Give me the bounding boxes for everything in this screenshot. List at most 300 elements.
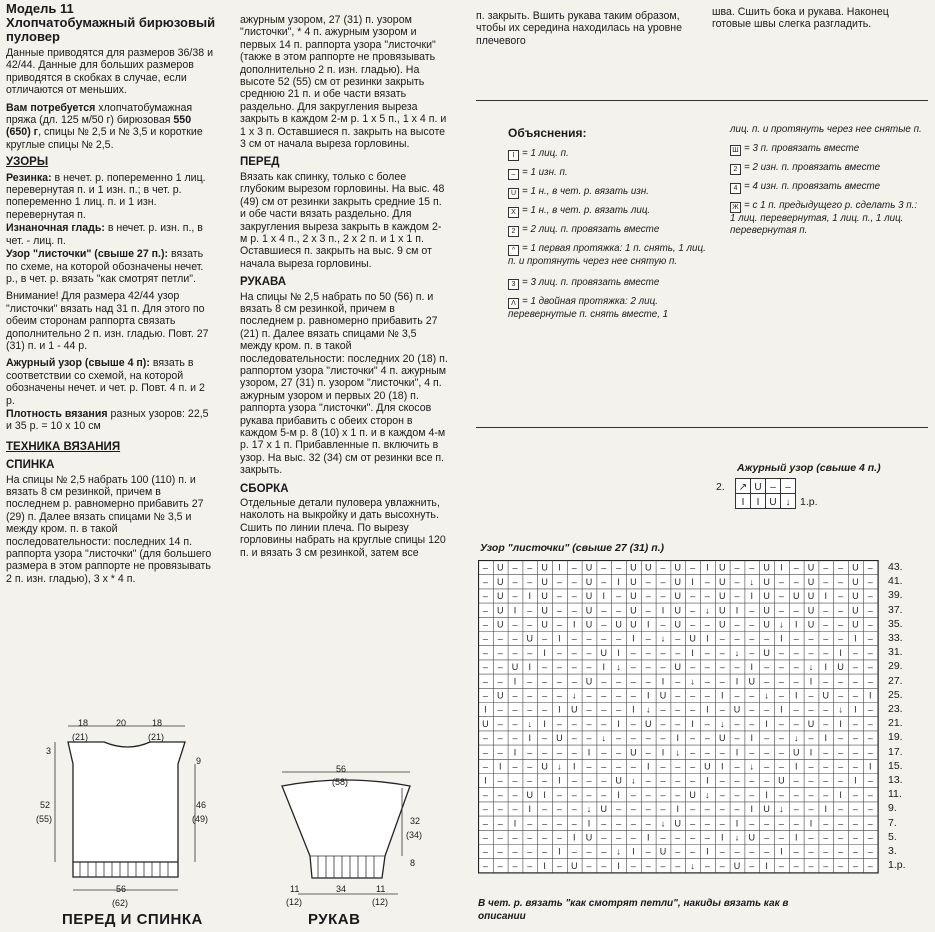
stitch-symbol: – bbox=[616, 704, 622, 715]
stitch-symbol: U bbox=[674, 576, 682, 587]
stitch-symbol: – bbox=[867, 832, 873, 843]
stitch-symbol: – bbox=[601, 633, 607, 644]
stitch-symbol: I bbox=[691, 647, 694, 658]
stitch-symbol: – bbox=[630, 818, 636, 829]
stitch-symbol: – bbox=[778, 676, 784, 687]
stitch-symbol: U bbox=[763, 591, 770, 602]
leaf-row-label: 23. bbox=[888, 703, 903, 715]
stitch-symbol: – bbox=[793, 718, 799, 729]
stitch-symbol: I bbox=[661, 676, 665, 687]
stitch-symbol: – bbox=[867, 576, 873, 587]
legend-entry: Х = 1 н., в чет. р. вязать лиц. bbox=[508, 205, 708, 218]
stitch-symbol: I bbox=[543, 789, 546, 800]
stitch-symbol: – bbox=[645, 860, 651, 871]
stitch-symbol: I bbox=[854, 704, 857, 715]
assembly-text-end: шва. Сшить бока и рукава. Наконец готовые швы слегка разгладить. bbox=[712, 6, 889, 31]
assembly-heading: СБОРКА bbox=[240, 482, 289, 495]
stitch-symbol: I bbox=[854, 633, 857, 644]
stitch-symbol: – bbox=[601, 775, 607, 786]
stitch-symbol: – bbox=[808, 846, 814, 857]
stitch-symbol: – bbox=[497, 633, 503, 644]
stitch-symbol: U bbox=[541, 761, 548, 772]
stitch-symbol: ↓ bbox=[690, 860, 695, 871]
stitch-symbol: – bbox=[690, 704, 696, 715]
stitch-symbol: – bbox=[601, 761, 607, 772]
stitch-symbol: U bbox=[496, 619, 504, 630]
stitch-symbol: I bbox=[706, 633, 709, 644]
stitch-symbol: U bbox=[585, 676, 593, 687]
stitch-symbol: – bbox=[527, 775, 533, 786]
sleeve-dim-bottom-left-alt: (12) bbox=[286, 897, 303, 907]
stitch-symbol: – bbox=[764, 733, 770, 744]
stitch-symbol: – bbox=[660, 591, 666, 602]
stitch-symbol: I bbox=[824, 804, 828, 815]
stitch-symbol: I bbox=[794, 690, 798, 701]
stitch-symbol: – bbox=[808, 647, 814, 658]
stitch-symbol: – bbox=[482, 804, 488, 815]
stitch-symbol: – bbox=[527, 846, 533, 857]
stitch-symbol: U bbox=[585, 576, 593, 587]
stitch-symbol: U bbox=[496, 576, 504, 587]
column-1 bbox=[6, 2, 216, 590]
stitch-symbol: I bbox=[543, 860, 546, 871]
legend-entry: 2 = 2 изн. п. провязать вместе bbox=[730, 162, 924, 175]
stitch-symbol: – bbox=[512, 804, 518, 815]
stitch-symbol: I bbox=[706, 775, 709, 786]
stitch-symbol: – bbox=[764, 633, 770, 644]
stitch-symbol: I bbox=[720, 832, 724, 843]
stitch-symbol: – bbox=[616, 591, 622, 602]
stitch-symbol: – bbox=[660, 647, 666, 658]
stitch-symbol: – bbox=[527, 818, 533, 829]
stitch-symbol: – bbox=[690, 562, 696, 573]
stitch-symbol: – bbox=[867, 775, 873, 786]
stitch-symbol: – bbox=[630, 647, 636, 658]
stitch-symbol: – bbox=[764, 662, 770, 673]
back-text-cont: ажурным узором, 27 (31) п. узором "листочки", * 4 п. ажурным узором и первых 14 п. раппорта узора "листочки" (также в этом раппорте не провязывать дополнительно 2 п. изн. гладью). На высоте 52 (55) см от резинки закрыть среднюю 21 п. и обе части вязать раздельно. Для закругления выреза закрыть в каждом 2-м р. 1 х 5 п., 1 х 4 п. и 1 х 3 п. Оставшиеся п. закрыть на высоте 3 см от начала выреза горловины. bbox=[240, 14, 447, 151]
stitch-symbol: – bbox=[793, 647, 799, 658]
legend-entry: лиц. п. и протянуть через нее снятые п. bbox=[730, 124, 922, 135]
stitch-symbol: – bbox=[630, 676, 636, 687]
stitch-symbol: – bbox=[660, 761, 666, 772]
stitch-symbol: – bbox=[778, 761, 784, 772]
stitch-symbol: – bbox=[749, 605, 755, 616]
materials: Вам потребуется хлопчатобумажная пряжа (дл. 125 м/50 г) бирюзовая 550 (650) г, спицы № 2,5 и № 3,5 и короткие круглые спицы № 2,5. bbox=[6, 101, 203, 151]
stitch-symbol: U bbox=[644, 562, 652, 573]
stitch-symbol: U bbox=[763, 576, 770, 587]
stitch-symbol: – bbox=[719, 676, 725, 687]
sleeve-dim-bottom-mid: 34 bbox=[336, 884, 347, 894]
stitch-symbol: I bbox=[587, 747, 591, 758]
stitch-symbol: I bbox=[706, 704, 709, 715]
stitch-symbol: U bbox=[541, 605, 548, 616]
stitch-symbol: – bbox=[482, 846, 488, 857]
stitch-symbol: – bbox=[586, 690, 592, 701]
stockinette-pattern: Изнаночная гладь: в нечет. р. изн. п., в чет. - лиц. п. bbox=[6, 222, 203, 247]
stitch-symbol: – bbox=[823, 633, 829, 644]
stitch-symbol: U bbox=[718, 591, 726, 602]
stitch-symbol: U bbox=[748, 832, 756, 843]
stitch-symbol: ↓ bbox=[675, 747, 681, 758]
stitch-symbol: U bbox=[526, 633, 534, 644]
stitch-symbol: – bbox=[778, 718, 784, 729]
stitch-symbol: – bbox=[630, 860, 636, 871]
stitch-symbol: – bbox=[660, 733, 666, 744]
stitch-symbol: I bbox=[617, 718, 620, 729]
body-dim-bottom-alt: (62) bbox=[112, 898, 129, 908]
stitch-symbol: I bbox=[602, 662, 606, 673]
column-3 bbox=[476, 10, 684, 52]
stitch-symbol: I bbox=[646, 761, 650, 772]
stitch-symbol: I bbox=[558, 775, 561, 786]
body-dim-right-alt: (49) bbox=[192, 814, 209, 824]
stitch-symbol: – bbox=[749, 818, 755, 829]
stitch-symbol: I bbox=[572, 761, 576, 772]
stitch-symbol: U bbox=[585, 619, 593, 630]
leaf-row-label: 5. bbox=[888, 830, 897, 843]
legend-entry: – = 1 изн. п. bbox=[508, 167, 708, 180]
stitch-symbol: U bbox=[763, 562, 770, 573]
stitch-symbol: – bbox=[542, 846, 548, 857]
stitch-symbol: U bbox=[674, 562, 682, 573]
body-dim-top-right-alt: (21) bbox=[148, 732, 165, 742]
stitch-symbol: – bbox=[630, 761, 636, 772]
svg-text:I: I bbox=[741, 497, 745, 508]
stitch-symbol: – bbox=[867, 619, 873, 630]
stitch-symbol: U bbox=[511, 662, 519, 673]
stitch-symbol: – bbox=[660, 718, 666, 729]
front-heading: ПЕРЕД bbox=[240, 156, 280, 169]
stitch-symbol: – bbox=[778, 591, 784, 602]
stitch-symbol: U bbox=[852, 562, 859, 573]
stitch-symbol: U bbox=[792, 591, 800, 602]
stitch-symbol: ↓ bbox=[764, 690, 769, 701]
stitch-symbol: U bbox=[718, 576, 726, 587]
legend-entry: Ж = с 1 п. предыдущего р. сделать 3 п.: 1 лиц. перевернутая, 1 лиц. п., 1 лиц. перевернутая п. bbox=[730, 200, 918, 236]
stitch-symbol: U bbox=[748, 676, 756, 687]
technique-heading: ТЕХНИКА ВЯЗАНИЯ bbox=[6, 440, 121, 453]
stitch-symbol: – bbox=[616, 633, 622, 644]
stitch-symbol: – bbox=[808, 633, 814, 644]
stitch-symbol: – bbox=[571, 747, 577, 758]
stitch-symbol: – bbox=[675, 647, 681, 658]
stitch-symbol: – bbox=[571, 775, 577, 786]
stitch-symbol: – bbox=[482, 818, 488, 829]
stitch-symbol: I bbox=[528, 662, 532, 673]
body-dim-left-alt: (55) bbox=[36, 814, 53, 824]
stitch-symbol: – bbox=[660, 789, 666, 800]
stitch-symbol: – bbox=[556, 576, 562, 587]
stitch-symbol: I bbox=[780, 846, 783, 857]
back-text: На спицы № 2,5 набрать 100 (110) п. и вязать 8 см резинкой, причем в последнем р. равномерно прибавить 27 (29) п. Далее вязать спицами № 3,5 и между кром. п. в такой последовательности: последних 14 п. раппорта узора "листочки" (для большего размера в этом раппорте не провязывать 2 п. изн. гладью), 3 х * 4 п. bbox=[6, 473, 212, 585]
stitch-symbol: – bbox=[778, 576, 784, 587]
stitch-symbol: U bbox=[541, 591, 548, 602]
stitch-symbol: – bbox=[556, 747, 562, 758]
stitch-symbol: – bbox=[690, 619, 696, 630]
leaf-chart-note: В чет. р. вязать "как смотрят петли", накиды вязать как в описании bbox=[478, 898, 789, 922]
stitch-symbol: – bbox=[823, 761, 829, 772]
stitch-symbol: – bbox=[852, 676, 858, 687]
stitch-symbol: – bbox=[823, 676, 829, 687]
stitch-symbol: U bbox=[852, 591, 859, 602]
stitch-symbol: – bbox=[719, 633, 725, 644]
stitch-symbol: – bbox=[586, 733, 592, 744]
stitch-symbol: – bbox=[808, 704, 814, 715]
stitch-symbol: – bbox=[660, 804, 666, 815]
stitch-symbol: I bbox=[646, 690, 650, 701]
stitch-symbol: – bbox=[586, 718, 592, 729]
stitch-symbol: I bbox=[558, 846, 561, 857]
legend-symbol-icon: Λ bbox=[508, 298, 519, 309]
stitch-symbol: – bbox=[497, 676, 503, 687]
stitch-symbol: – bbox=[512, 619, 518, 630]
stitch-symbol: – bbox=[749, 747, 755, 758]
stitch-symbol: I bbox=[646, 619, 650, 630]
stitch-symbol: – bbox=[838, 591, 844, 602]
stitch-symbol: – bbox=[704, 690, 710, 701]
stitch-symbol: – bbox=[482, 789, 488, 800]
stitch-symbol: – bbox=[778, 662, 784, 673]
stitch-symbol: U bbox=[837, 662, 844, 673]
stitch-symbol: I bbox=[691, 718, 694, 729]
stitch-symbol: – bbox=[556, 605, 562, 616]
stitch-symbol: U bbox=[585, 832, 593, 843]
stitch-symbol: – bbox=[556, 591, 562, 602]
stitch-symbol: – bbox=[660, 662, 666, 673]
stitch-symbol: – bbox=[808, 789, 814, 800]
stitch-symbol: I bbox=[868, 761, 872, 772]
stitch-symbol: – bbox=[497, 818, 503, 829]
stitch-symbol: – bbox=[527, 832, 533, 843]
stitch-symbol: I bbox=[780, 562, 783, 573]
stitch-symbol: I bbox=[809, 747, 813, 758]
stitch-symbol: – bbox=[778, 733, 784, 744]
sleeve-caption: РУКАВ bbox=[308, 911, 361, 928]
stitch-symbol: I bbox=[632, 704, 635, 715]
model-number: Модель 11 bbox=[6, 1, 74, 16]
stitch-symbol: – bbox=[571, 789, 577, 800]
stitch-symbol: I bbox=[706, 846, 709, 857]
stitch-symbol: – bbox=[616, 832, 622, 843]
stitch-symbol: – bbox=[601, 718, 607, 729]
stitch-symbol: – bbox=[482, 860, 488, 871]
stitch-symbol: – bbox=[704, 747, 710, 758]
lace-row-1: 1.р. bbox=[800, 496, 818, 508]
stitch-symbol: – bbox=[586, 761, 592, 772]
stitch-symbol: – bbox=[749, 718, 755, 729]
body-dim-bottom: 56 bbox=[116, 884, 127, 894]
stitch-symbol: – bbox=[482, 576, 488, 587]
stitch-symbol: – bbox=[793, 633, 799, 644]
stitch-symbol: – bbox=[512, 576, 518, 587]
legend-entry: Ш = 3 п. провязать вместе bbox=[730, 143, 924, 156]
legend-symbol-icon: ^ bbox=[508, 245, 519, 256]
stitch-symbol: – bbox=[482, 591, 488, 602]
stitch-symbol: – bbox=[645, 647, 651, 658]
stitch-symbol: – bbox=[497, 704, 503, 715]
stitch-symbol: – bbox=[512, 832, 518, 843]
stitch-symbol: – bbox=[719, 662, 725, 673]
stitch-symbol: – bbox=[616, 562, 622, 573]
stitch-symbol: – bbox=[542, 832, 548, 843]
stitch-symbol: – bbox=[571, 676, 577, 687]
leaf-row-label: 7. bbox=[888, 816, 897, 829]
stitch-symbol: – bbox=[482, 619, 488, 630]
stitch-symbol: – bbox=[808, 804, 814, 815]
stitch-symbol: – bbox=[719, 818, 725, 829]
stitch-symbol: U bbox=[852, 605, 859, 616]
stitch-symbol: – bbox=[660, 619, 666, 630]
stitch-symbol: U bbox=[659, 690, 667, 701]
stitch-symbol: U bbox=[689, 633, 696, 644]
legend-symbol-icon: 2 bbox=[508, 226, 519, 237]
stitch-symbol: – bbox=[675, 676, 681, 687]
stitch-symbol: – bbox=[556, 676, 562, 687]
stitch-symbol: I bbox=[735, 605, 739, 616]
leaf-row-label: 11. bbox=[888, 788, 902, 801]
stitch-symbol: – bbox=[838, 633, 844, 644]
stitch-symbol: U bbox=[733, 704, 741, 715]
stitch-symbol: – bbox=[586, 662, 592, 673]
stitch-symbol: U bbox=[570, 860, 578, 871]
stitch-symbol: I bbox=[765, 860, 768, 871]
stitch-symbol: – bbox=[601, 690, 607, 701]
stitch-symbol: U bbox=[704, 761, 711, 772]
legend-symbol-icon: Х bbox=[508, 207, 519, 218]
sleeve-dim-bottom-right: 11 bbox=[376, 884, 386, 894]
stitch-symbol: – bbox=[749, 775, 755, 786]
stitch-symbol: – bbox=[512, 633, 518, 644]
stitch-symbol: – bbox=[793, 704, 799, 715]
stitch-symbol: U bbox=[807, 591, 815, 602]
stitch-symbol: I bbox=[543, 647, 546, 658]
stitch-symbol: – bbox=[660, 832, 666, 843]
stitch-symbol: I bbox=[572, 832, 576, 843]
stitch-symbol: ↓ bbox=[779, 804, 784, 815]
stitch-symbol: – bbox=[690, 605, 696, 616]
stitch-symbol: – bbox=[808, 761, 814, 772]
stitch-symbol: – bbox=[823, 832, 829, 843]
stitch-symbol: ↓ bbox=[645, 704, 651, 715]
stitch-symbol: – bbox=[764, 846, 770, 857]
stitch-symbol: ↓ bbox=[838, 704, 843, 715]
stitch-symbol: – bbox=[601, 832, 607, 843]
stitch-symbol: – bbox=[838, 775, 844, 786]
stitch-symbol: ↓ bbox=[734, 647, 740, 658]
stitch-symbol: I bbox=[617, 647, 620, 658]
stitch-symbol: – bbox=[616, 676, 622, 687]
stitch-symbol: I bbox=[780, 633, 783, 644]
stitch-symbol: – bbox=[704, 804, 710, 815]
stitch-symbol: U bbox=[852, 576, 859, 587]
stitch-symbol: – bbox=[793, 605, 799, 616]
assembly-text-cont: п. закрыть. Вшить рукава таким образом, чтобы их середина находилась на уровне плечевого bbox=[476, 10, 682, 47]
body-schematic bbox=[30, 712, 230, 912]
stitch-symbol: – bbox=[734, 761, 740, 772]
stitch-symbol: – bbox=[512, 562, 518, 573]
lace-chart-caption: Ажурный узор (свыше 4 п.) bbox=[737, 462, 881, 474]
stitch-symbol: – bbox=[497, 804, 503, 815]
stitch-symbol: – bbox=[482, 605, 488, 616]
stitch-symbol: – bbox=[867, 591, 873, 602]
stitch-symbol: – bbox=[601, 704, 607, 715]
sleeve-dim-right: 32 bbox=[410, 816, 421, 826]
stitch-symbol: – bbox=[764, 761, 770, 772]
leaf-row-label: 3. bbox=[888, 845, 897, 857]
stitch-symbol: – bbox=[616, 804, 622, 815]
stitch-symbol: – bbox=[734, 576, 740, 587]
stitch-symbol: U bbox=[807, 576, 815, 587]
svg-text:I: I bbox=[756, 497, 760, 508]
stitch-symbol: U bbox=[496, 690, 504, 701]
stitch-symbol: – bbox=[645, 662, 651, 673]
stitch-symbol: – bbox=[512, 846, 518, 857]
stitch-symbol: – bbox=[675, 690, 681, 701]
stitch-symbol: U bbox=[482, 718, 489, 729]
stitch-symbol: – bbox=[542, 804, 548, 815]
stitch-symbol: – bbox=[690, 591, 696, 602]
leaf-row-label: 1.р. bbox=[888, 859, 906, 872]
stitch-symbol: U bbox=[526, 789, 534, 800]
stitch-symbol: – bbox=[482, 761, 488, 772]
stitch-symbol: – bbox=[571, 591, 577, 602]
stitch-symbol: – bbox=[556, 860, 562, 871]
stitch-symbol: – bbox=[838, 804, 844, 815]
stitch-symbol: – bbox=[764, 747, 770, 758]
stitch-symbol: – bbox=[527, 676, 533, 687]
stitch-symbol: – bbox=[764, 676, 770, 687]
stitch-symbol: U bbox=[630, 747, 637, 758]
pattern-title: Хлопчатобумажный бирюзовый пуловер bbox=[6, 15, 216, 44]
stitch-symbol: – bbox=[482, 662, 488, 673]
stitch-symbol: U bbox=[630, 576, 637, 587]
stitch-symbol: – bbox=[482, 832, 488, 843]
stitch-symbol: – bbox=[823, 576, 829, 587]
stitch-symbol: – bbox=[497, 647, 503, 658]
stitch-symbol: – bbox=[601, 818, 607, 829]
leaf-row-label: 17. bbox=[888, 745, 903, 758]
stitch-symbol: – bbox=[734, 662, 740, 673]
body-dim-top-left-alt: (21) bbox=[72, 732, 89, 742]
stitch-symbol: U bbox=[541, 576, 548, 587]
stitch-symbol: – bbox=[645, 846, 651, 857]
stitch-symbol: – bbox=[823, 775, 829, 786]
stitch-symbol: – bbox=[749, 647, 755, 658]
stitch-symbol: – bbox=[793, 562, 799, 573]
stitch-symbol: ↓ bbox=[586, 804, 592, 815]
stitch-symbol: – bbox=[867, 747, 873, 758]
stitch-symbol: I bbox=[691, 576, 694, 587]
sleeve-dim-top-alt: (58) bbox=[332, 777, 349, 787]
lace-row-2: 2. bbox=[716, 481, 725, 493]
stitch-symbol: – bbox=[556, 832, 562, 843]
stitch-symbol: – bbox=[867, 704, 873, 715]
stitch-symbol: I bbox=[661, 747, 665, 758]
rib-pattern: Резинка: в нечет. р. попеременно 1 лиц. перевернутая п. и 1 изн. п.; в чет. р. попеременно 1 лиц. п. и 1 изн. перевернутая п. bbox=[6, 171, 206, 221]
stitch-symbol: – bbox=[675, 704, 681, 715]
stitch-symbol: U bbox=[674, 619, 682, 630]
stitch-symbol: I bbox=[794, 832, 798, 843]
stitch-symbol: – bbox=[630, 789, 636, 800]
stitch-symbol: – bbox=[586, 647, 592, 658]
stitch-symbol: ↓ bbox=[690, 676, 695, 687]
svg-text:U: U bbox=[754, 482, 762, 493]
stitch-symbol: – bbox=[734, 690, 740, 701]
stitch-symbol: I bbox=[602, 591, 606, 602]
stitch-symbol: – bbox=[838, 562, 844, 573]
stitch-symbol: – bbox=[645, 676, 651, 687]
stitch-symbol: – bbox=[852, 733, 858, 744]
